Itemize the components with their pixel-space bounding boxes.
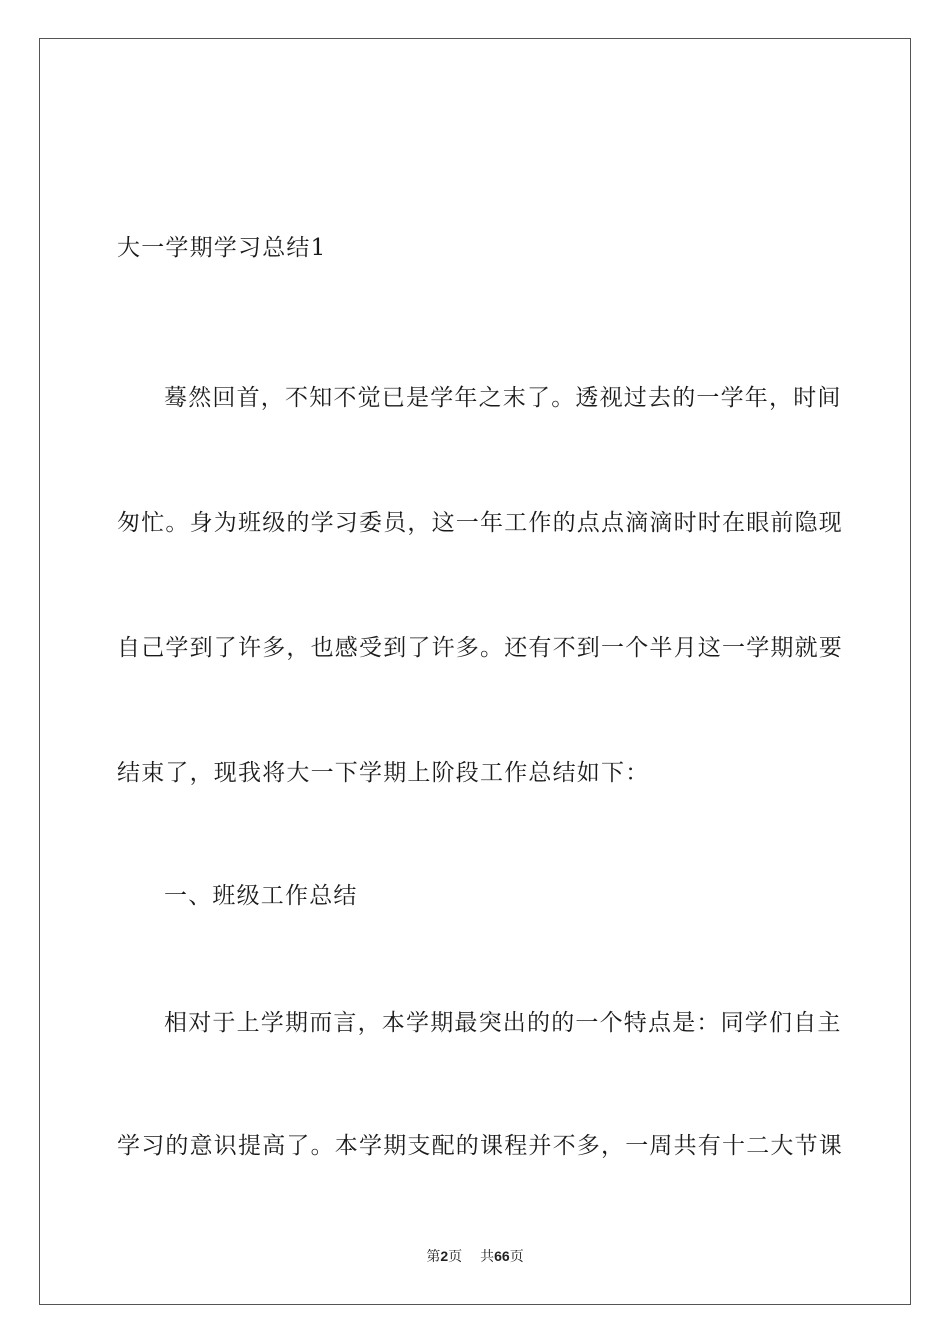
footer-total-prefix: 共: [480, 1249, 495, 1265]
footer-total-suffix: 页: [509, 1249, 524, 1265]
paragraph-1-line-2: 匆忙。身为班级的学习委员，这一年工作的点点滴滴时时在眼前隐现: [117, 510, 843, 536]
document-title: 大一学期学习总结1: [117, 235, 327, 261]
footer-page-number: 2: [440, 1248, 449, 1264]
paragraph-2-line-2: 学习的意识提高了。本学期支配的课程并不多，一周共有十二大节课: [117, 1133, 843, 1159]
paragraph-1-line-1: 蓦然回首，不知不觉已是学年之末了。透视过去的一学年，时间: [164, 385, 842, 411]
footer-total-pages: 66: [494, 1248, 510, 1264]
paragraph-1-line-3: 自己学到了许多，也感受到了许多。还有不到一个半月这一学期就要: [117, 635, 843, 661]
section-heading: 一、班级工作总结: [164, 883, 358, 909]
paragraph-2-line-1: 相对于上学期而言，本学期最突出的的一个特点是：同学们自主: [164, 1010, 842, 1036]
footer-page-suffix: 页: [448, 1249, 463, 1265]
page-frame: [39, 38, 911, 1305]
page-footer: [0, 1247, 950, 1266]
footer-page-prefix: 第: [426, 1249, 441, 1265]
paragraph-1-line-4: 结束了，现我将大一下学期上阶段工作总结如下：: [117, 760, 650, 786]
